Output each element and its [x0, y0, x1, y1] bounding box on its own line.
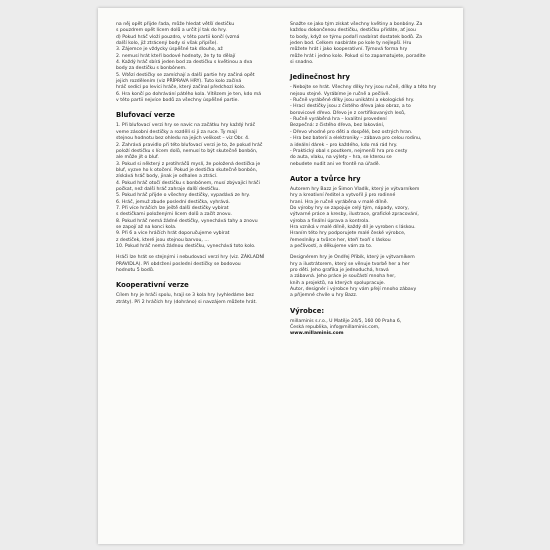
text-line: jejich rozdělením (viz PŘÍPRAVA HRY). Tuto kolo začíná — [116, 79, 242, 85]
kooperativni-section — [116, 293, 284, 306]
text-line: Hra vzniká v malé dílně, každý díl je vyroben s láskou. — [290, 224, 416, 230]
text-line: Autorem hry Bazz je Šimon Vladík, který je výtvarníkem — [290, 186, 420, 192]
text-line: - Hrací destičky jsou z čistého dřeva jako obraz, a to — [290, 104, 411, 110]
text-line: - Nebojte se hrát. Všechny dílky hry jsou ručně, dílky a této hry — [290, 85, 437, 91]
text-line: Snažte se jako tým získat všechny květiny a bonbóny. Za — [290, 22, 423, 27]
blufovaci-section — [116, 123, 284, 274]
text-line: s pouzdrem opět lícem dolů a určit jí tak do hry. — [116, 28, 227, 34]
text-line: výtvarné práce a kresby, ilustrace, grafické zpracování, — [290, 212, 419, 218]
text-line: veme zásobní destičky a rozdělí si ji za ruce. Ty mají — [116, 129, 237, 135]
left-intro — [116, 22, 284, 104]
text-line: Do výroby hry se zapojuje celý tým, nápady, vzory, — [290, 205, 410, 211]
text-line: hráč sedící po levici hráče, který začínal předchozí kolo. — [116, 85, 246, 91]
right-column — [290, 22, 450, 338]
text-line: borovicové dřevo. Dřevo je z certifikovaných lesů, — [290, 110, 406, 116]
manufacturer-website: www.millaminis.com — [290, 331, 344, 337]
text-line: a příjemné chvíle u hry Bazz. — [290, 293, 358, 299]
text-line: výroba a finální úprava a kontrola. — [290, 218, 370, 224]
text-line: se zapojí až na konci kola. — [116, 224, 177, 230]
text-line: z destiček, které jsou stejnou barvou, ... — [116, 237, 209, 243]
text-line: nebudete nudit ani ve frontě na úřadě. — [290, 161, 381, 167]
text-line: d) Pokud hráč vloží pouzdro, v této partii končí (vzmá — [116, 34, 240, 40]
section-heading-jedinecnost: Jedinečnost hry — [290, 73, 350, 82]
text-line: jeden bod. Celkem nasbíráte po kole ty nejlepší. Hru — [290, 41, 412, 47]
text-line: si snadno. — [290, 60, 314, 66]
text-line: 3. Zájemce je vždycky úspěšné tak dlouho, až — [116, 47, 223, 53]
text-line: - Dřevo vhodné pro děti a dospělé, bez ostrých hran. — [290, 129, 413, 135]
text-line: další kolo, již ztrácený body si však připíše). — [116, 41, 218, 47]
text-line: a zábavná. Jeho práce je součástí mnoha her, — [290, 274, 396, 280]
text-line: Hráči lze hrát se stejnými i nebudovací verzí hry (viz. ZÁKLADNÍ — [116, 255, 265, 261]
text-line: Designérem hry je Ondřej Přibík, který je výtvarníkem — [290, 255, 415, 261]
text-line: 3. Pokud si některý z protihráčů myslí, že položená destička je — [116, 161, 261, 167]
text-line: ale může jít o bluf. — [116, 155, 159, 161]
section-heading-vyrobce: Výrobce: — [290, 306, 325, 315]
text-line: hry a ilustrátorem, který se věnuje tvorbě her a her — [290, 261, 410, 267]
left-column — [116, 22, 284, 306]
text-line: může hrát i jedno kolo. Pokud si to zapamatujete, poradíte — [290, 53, 426, 59]
text-line: ztráty). Při 2 hráčích hry (dohráno) si navzájem můžete hrát. — [116, 299, 257, 305]
section-heading-kooperativni: Kooperativní verze — [116, 281, 189, 290]
text-line: 4. Pokud hráč otočí destičku s bonbónem, musí zbývající hráči — [116, 180, 260, 186]
text-line: položí destičku s lícem dolů, nemusí to být skutečně bonbón, — [116, 148, 258, 154]
text-line: - Ručně vyráběná hra – kvalitní provedení — [290, 117, 387, 123]
text-line: Bezpečná: z čistého dřeva, bez lakování, — [290, 123, 385, 129]
text-line: 4. Každý hráč sbírá jeden bod za destičku s květinou a dva — [116, 60, 253, 66]
text-line: můžete hrát i jako kooperativní. Týmová forma hry — [290, 47, 408, 53]
text-line: 5. Vítězí destičky se zamíchají a další partie hry začíná opět — [116, 72, 255, 78]
section-heading-blufovaci: Blufovací verze — [116, 111, 175, 120]
text-line: do auta, vlaku, na výlety – hra, se kterou se — [290, 155, 392, 161]
instruction-sheet — [98, 8, 463, 544]
text-line: - Ručně vyráběné dílky jsou unikátní a ekologické hry. — [290, 98, 415, 104]
text-line: bluf, vyzve ho k otočení. Pokud je destička skutečně bonbón, — [116, 167, 258, 173]
text-line: knih a projektů, na kterých spolupracuje. — [290, 280, 386, 286]
text-line: Cílem hry je hráči spolu, hrají se 3 kola hry (vyhledáme bez — [116, 293, 254, 299]
text-line: a pečlivostí, a děkujeme vám za to. — [290, 243, 373, 249]
text-line: stejnou hodnotu bez ohledu na jejich velikost – viz Obr. 4. — [116, 136, 250, 142]
text-line: 5. Pokud hráč přijde o všechny destičky, vypadává ze hry. — [116, 193, 250, 199]
right-intro — [290, 22, 450, 66]
text-line: 1. Při blufovací verzi hry se navíc na začátku hry každý hráč — [116, 123, 256, 129]
text-line: Autor, designér i výrobce hry vám přejí mnoho zábavy — [290, 287, 417, 293]
text-line: - Praktický obal s poutkem, nejmenší hra pro cesty — [290, 148, 408, 154]
text-line: v této partii nejvíce bodů za všechny úspěšné partie. — [116, 98, 239, 104]
text-line: Hraním této hry podporujete malé české výrobce, — [290, 231, 406, 237]
text-line: to body, když se týmu podaří nasbírat dostatek bodů. Za — [290, 34, 422, 40]
text-line: každou dokončenou destičku, destičku přidáte, ať jsou — [290, 28, 416, 34]
text-line: - Hra bez baterií a elektroniky – zábava pro celou rodinu, — [290, 136, 422, 142]
jedinecnost-section — [290, 85, 450, 167]
text-line: 7. Při více hráčích lze ještě další destičky vybírat — [116, 205, 229, 211]
text-line: 6. Hráč, jemuž zbude poslední destička, vyhrává. — [116, 199, 231, 205]
text-line: 2. nemusí hrát kteří bodové hodnoty, že ty to dělají — [116, 53, 236, 59]
text-line: s destičkami položenými lícem dolů a začít znovu. — [116, 212, 233, 218]
text-line: a ideální dárek – pro každého, kdo má rád hry. — [290, 142, 398, 148]
text-line: hraní. Hra je ručně vyráběna v malé dílně. — [290, 199, 389, 205]
vyrobce-section — [290, 319, 450, 338]
manufacturer-contact: Česká republika, info@millaminis.com, — [290, 325, 380, 331]
text-line: PRAVIDLA). Při obdržení poslední destičky se bodovou — [116, 261, 241, 267]
text-line: řemeslníky a tvůrce her, kteří tvoří s láskou — [290, 237, 391, 243]
autor-section — [290, 187, 450, 300]
section-heading-autor: Autor a tvůrce hry — [290, 174, 361, 183]
text-line: hodnotu 5 bodů. — [116, 268, 155, 274]
text-line: 10. Pokud hráč nemá žádnou destičku, vynechává toto kolo. — [116, 244, 256, 249]
text-line: 6. Hra končí po dohrávání pátého kola. Vítězem je ten, kdo má — [116, 91, 262, 97]
text-line: na něj opět přijde řada, může hledat větší destičku — [116, 22, 235, 27]
manufacturer-address: millaminis s.r.o., U Matěje 24/5, 160 00 Praha 6, — [290, 318, 402, 324]
text-line: body za destičku s bonbónem. — [116, 66, 187, 72]
text-line: 9. Při 6 a více hráčích hrát doporučujeme vybírat — [116, 231, 230, 237]
text-line: pro děti. Jeho grafika je jednoduchá, hravá — [290, 268, 389, 273]
text-line: 2. Zahrává pravidlo při této blufovací verzi je to, že pokud hráč — [116, 142, 263, 148]
text-line: hry a kreativní ředitel a vytvořil ji pro rodinné — [290, 193, 396, 199]
text-line: počkat, než další hráč zahraje další destičku. — [116, 186, 220, 192]
text-line: nejsou stejné. Vyrábíme je ručně a pečlivě. — [290, 91, 390, 97]
text-line: 8. Pokud hráč nemá žádné destičky, vynechává tahy a znovu — [116, 218, 258, 224]
text-line: získává hráč body, jinak je odhalen a ztrácí. — [116, 174, 218, 180]
